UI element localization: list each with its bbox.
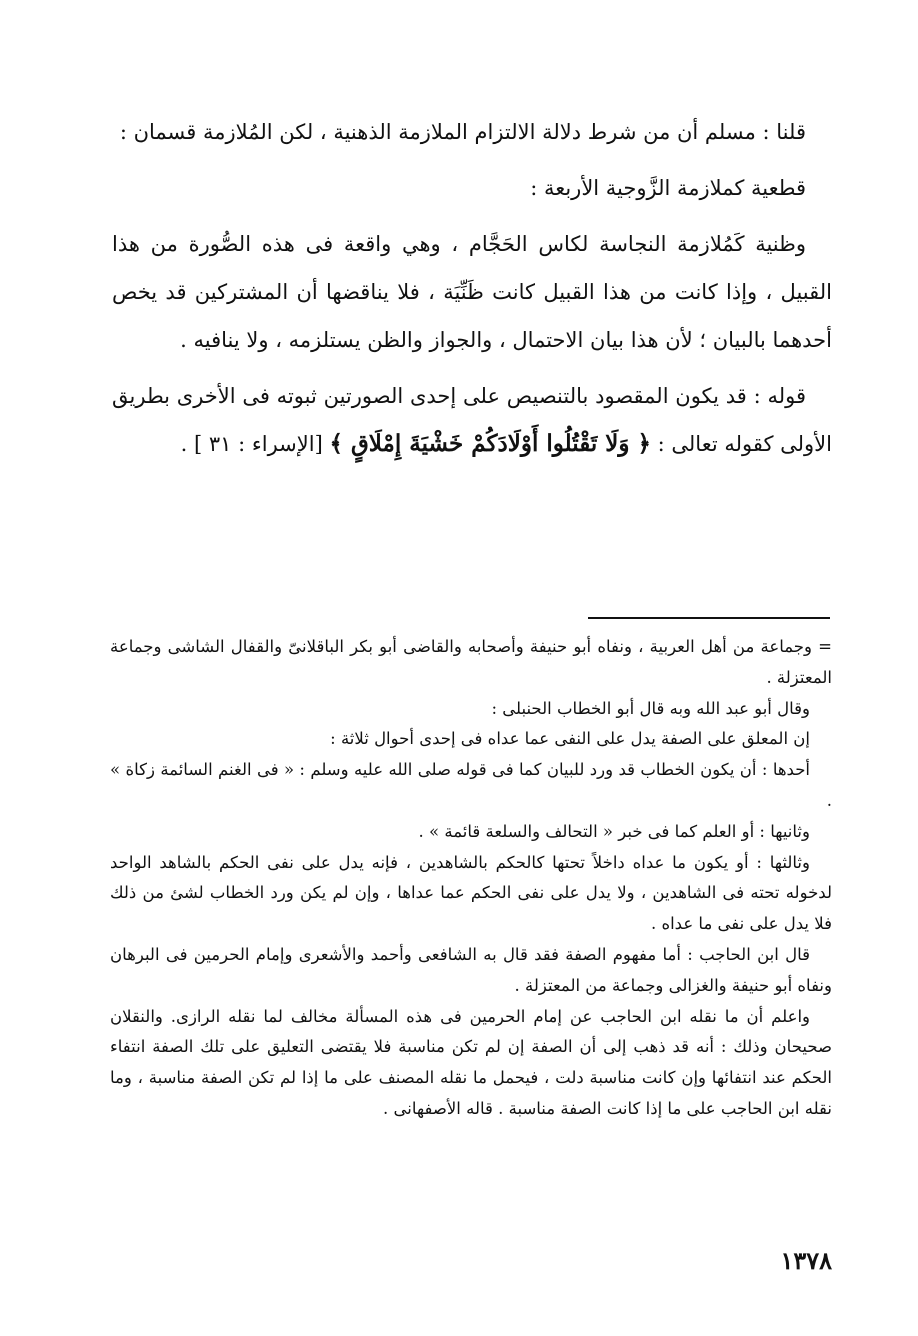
footnote-line-2: وقال أبو عبد الله وبه قال أبو الخطاب الحنبلى : — [491, 698, 810, 718]
page-number: ١٣٧٨ — [780, 1246, 832, 1275]
footnote-line-4: أحدها : أن يكون الخطاب قد ورد للبيان كما فى قوله صلى الله عليه وسلم : « فى الغنم السائمة زكاة » . — [110, 760, 832, 810]
footnote-line-3: إن المعلق على الصفة يدل على النفى عما عداه فى إحدى أحوال ثلاثة : — [330, 729, 810, 749]
footnote-line-7: قال ابن الحاجب : أما مفهوم الصفة فقد قال به الشافعى وأحمد والأشعرى وإمام الحرمين فى البرهان ونفاه أبو حنيفة والغزالى وجماعة من المعتزلة . — [110, 944, 832, 995]
footnotes-block — [110, 632, 832, 1125]
footnote-line-6: وثالثها : أو يكون ما عداه داخلاً تحتها كالحكم بالشاهدين ، فإنه يدل على نفى الحكم بالشاهد الواحد لدخوله تحته فى الشاهدين ، ولا يدل على نفى الحكم عما عداها ، وإن لم يكن ورد الخطاب لشئ من ذلك فلا يدل على نفى ما عداه . — [110, 852, 832, 934]
footnote-line-8: واعلم أن ما نقله ابن الحاجب عن إمام الحرمين فى هذه المسألة مخالف لما نقله الرازى. والنقلان صحيحان وذلك : أنه قد ذهب إلى أن الصفة إن لم تكن مناسبة فلا يقتضى التعليق على تلك الصفة انتفاء الحكم عند انتفائها وإن كانت مناسبة دلت ، فيحمل ما نقله المصنف على ما إذا لم تكن الصفة مناسبة ، وما نقله ابن الحاجب على ما إذا كانت الصفة مناسبة . قاله الأصفهانى . — [110, 1006, 832, 1118]
main-paragraph-4 — [112, 372, 832, 468]
footnote-separator — [588, 617, 830, 619]
quran-verse: ﴿ وَلَا تَقْتُلُوا أَوْلَادَكُمْ خَشْيَةَ إِمْلَاقٍ ﴾ — [329, 430, 651, 457]
verse-reference: [الإسراء : ٣١ ] . — [180, 432, 323, 456]
quote-intro: قوله : قد يكون المقصود بالتنصيص على إحدى الصورتين ثبوته فى الأخرى بطريق الأولى كقوله تعالى : — [112, 384, 832, 456]
main-paragraph-2: قطعية كملازمة الزَّوجية الأربعة : — [530, 176, 806, 200]
footnote-line-5: وثانيها : أو العلم كما فى خبر « التحالف والسلعة قائمة » . — [418, 821, 810, 841]
main-text-block — [112, 108, 832, 476]
footnote-line-1: = وجماعة من أهل العربية ، ونفاه أبو حنيفة وأصحابه والقاضى أبو بكر الباقلانىّ والقفال الشاشى وجماعة المعتزلة . — [110, 637, 832, 687]
main-paragraph-1: قلنا : مسلم أن من شرط دلالة الالتزام الملازمة الذهنية ، لكن المُلازمة قسمان : — [119, 120, 806, 144]
main-paragraph-3: وظنية كَمُلازمة النجاسة لكاس الحَجَّام ، وهي واقعة فى هذه الصُّورة من هذا القبيل ، وإذا كانت من هذا القبيل كانت ظَنِّيَة ، فلا يناقضها أن المشتركين قد يخص أحدهما بالبيان ؛ لأن هذا بيان الاحتمال ، والجواز والظن يستلزمه ، ولا ينافيه . — [112, 232, 832, 352]
